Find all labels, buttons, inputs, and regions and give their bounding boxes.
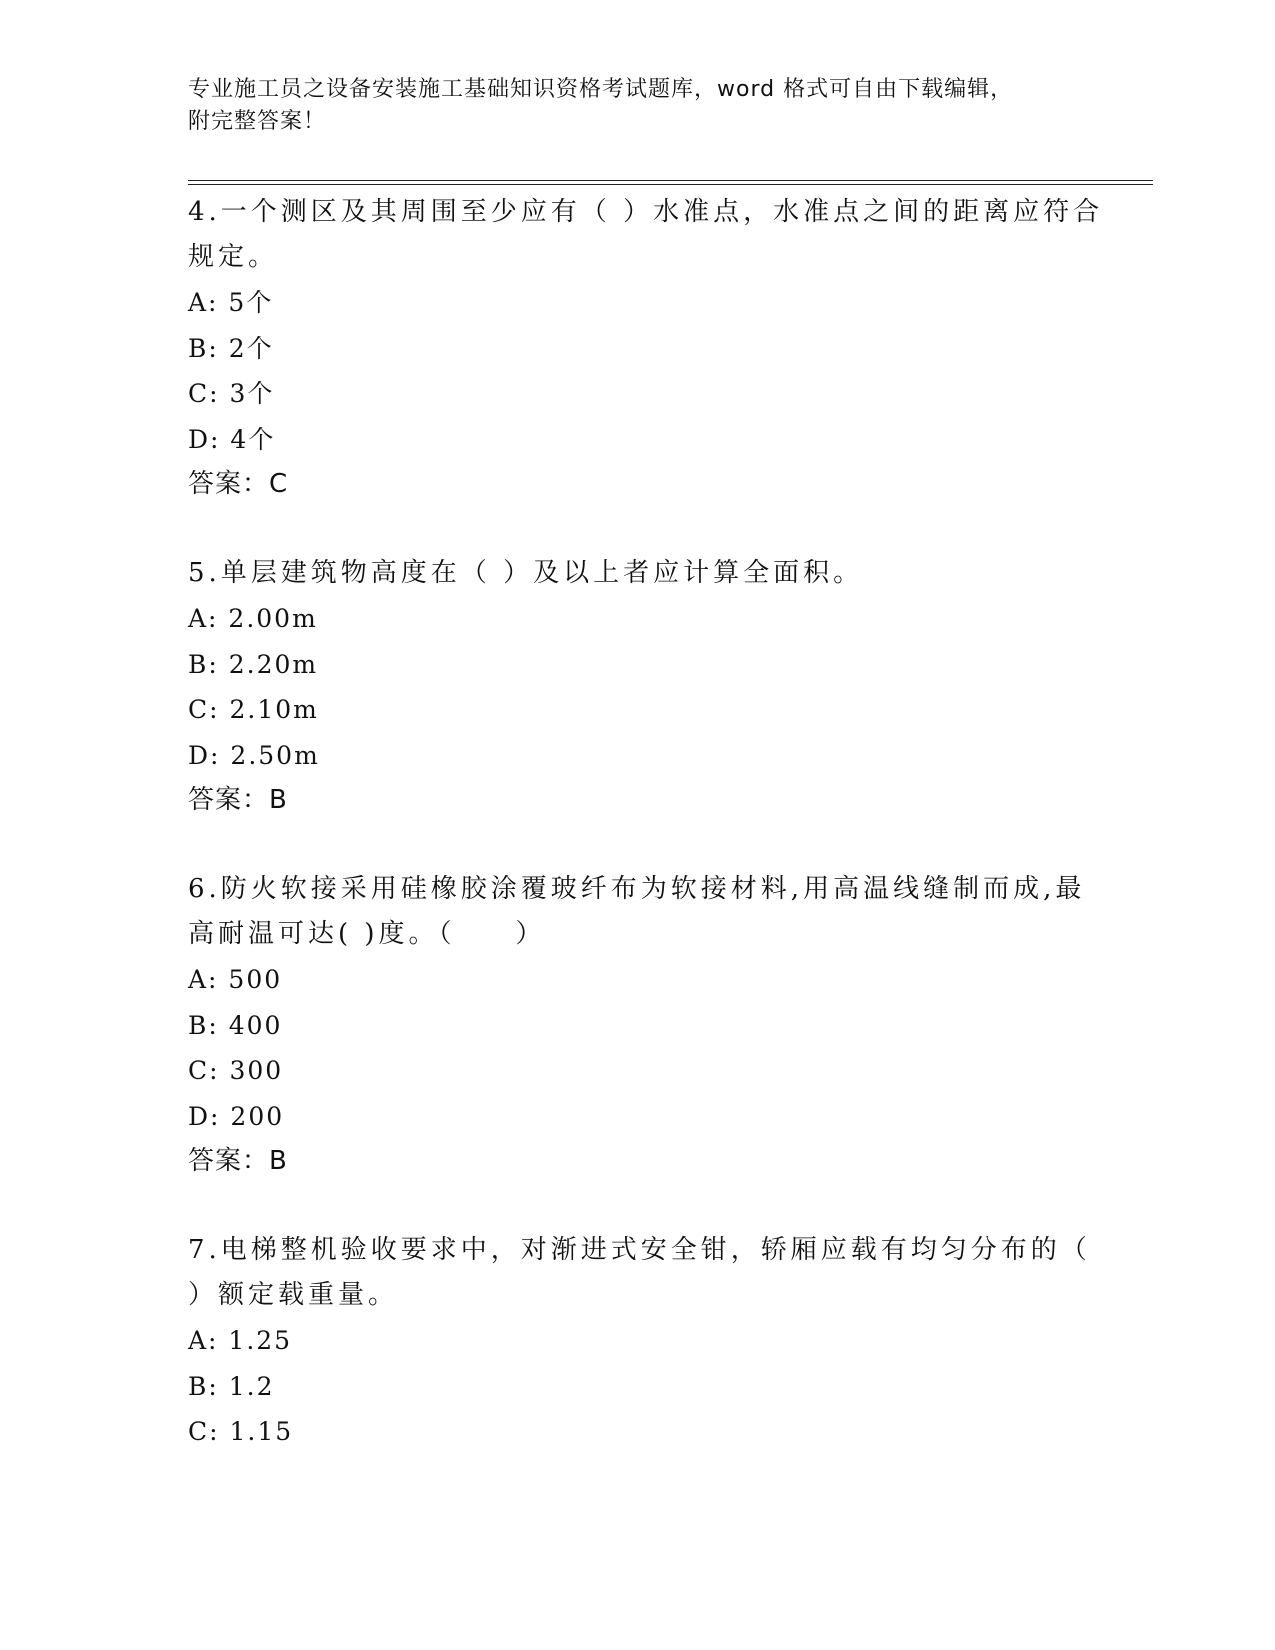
question-6 xyxy=(188,867,1088,1184)
question-stem: 6.防火软接采用硅橡胶涂覆玻纤布为软接材料,用高温线缝制而成,最 xyxy=(188,874,1086,904)
question-7 xyxy=(188,1228,1091,1455)
option-b: B: 1.2 xyxy=(188,1371,275,1401)
option-b: B: 2.20m xyxy=(188,649,319,679)
question-stem: 5.单层建筑物高度在（ ）及以上者应计算全面积。 xyxy=(188,558,864,588)
option-c: C: 3个 xyxy=(188,379,275,408)
option-d: D: 4个 xyxy=(188,424,276,454)
option-c: C: 2.10m xyxy=(188,695,319,724)
option-d: D: 2.50m xyxy=(188,740,320,770)
answer: 答案：B xyxy=(188,1146,288,1176)
question-stem: ）额定载重量。 xyxy=(188,1280,399,1310)
answer: 答案：B xyxy=(188,785,288,815)
question-stem: 4.一个测区及其周围至少应有（ ）水准点，水准点之间的距离应符合 xyxy=(188,197,1104,227)
document-header xyxy=(188,74,1088,138)
question-5 xyxy=(188,551,1088,823)
header-line-2: 附完整答案！ xyxy=(188,109,327,134)
question-stem: 7.电梯整机验收要求中，对渐进式安全钳，轿厢应载有均匀分布的（ xyxy=(188,1235,1091,1265)
header-divider-top xyxy=(188,180,1153,181)
option-a: A: 2.00m xyxy=(188,604,318,633)
header-line-1: 专业施工员之设备安装施工基础知识资格考试题库，word 格式可自由下载编辑， xyxy=(188,77,1014,102)
option-c: C: 1.15 xyxy=(188,1417,294,1446)
option-c: C: 300 xyxy=(188,1056,284,1085)
option-a: A: 5个 xyxy=(188,288,274,317)
question-list xyxy=(188,190,1104,1499)
option-b: B: 400 xyxy=(188,1010,283,1040)
answer: 答案：C xyxy=(188,469,289,499)
question-4 xyxy=(188,190,1104,507)
header-divider-bottom xyxy=(188,184,1153,185)
option-d: D: 200 xyxy=(188,1101,285,1131)
option-a: A: 1.25 xyxy=(188,1326,293,1355)
option-a: A: 500 xyxy=(188,965,283,994)
question-stem: 高耐温可达( )度。（ ） xyxy=(188,919,546,949)
question-stem: 规定。 xyxy=(188,242,279,272)
option-b: B: 2个 xyxy=(188,333,274,363)
